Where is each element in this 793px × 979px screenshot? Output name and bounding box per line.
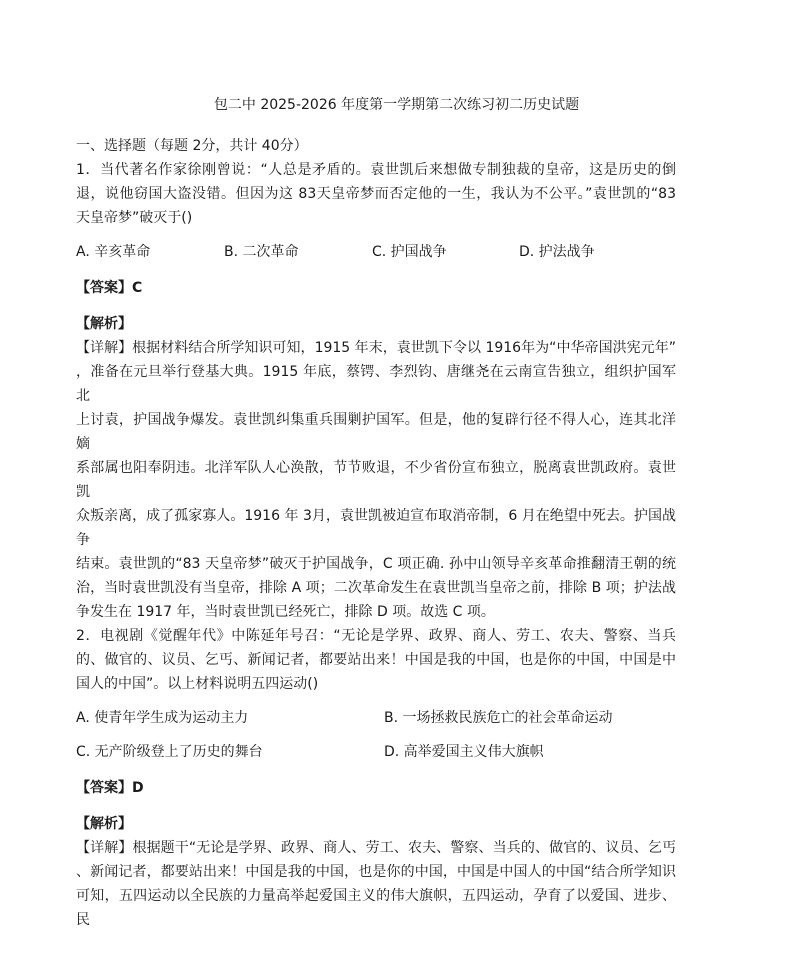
detail-line: 可知，五四运动以全民族的力量高举起爱国主义的伟大旗帜，五四运动，孕育了以爱国、进步、民 (76, 888, 676, 928)
option-a: A. 辛亥革命 (76, 244, 151, 260)
detail-line: 【详解】根据题干“无论是学界、政界、商人、劳工、农夫、警察、当兵的、做官的、议员、乞丐 (76, 840, 676, 856)
detail-line: 治，当时袁世凯没有当皇帝，排除 A 项；二次革命发生在袁世凯当皇帝之前，排除 B 项；护法战 (76, 580, 676, 596)
option-d: D. 护法战争 (519, 244, 595, 260)
question-1 (76, 158, 676, 624)
detail-line: 系部属也阳奉阴违。北洋军队人心涣散，节节败退，不少省份宣布独立，脱离袁世凯政府。袁世凯 (76, 460, 676, 500)
section-header: 一、选择题（每题 2分，共计 40分） (76, 138, 308, 154)
exam-content (76, 134, 676, 932)
detail-line: 结束。袁世凯的“83 天皇帝梦”破灭于护国战争，C 项正确. 孙中山领导辛亥革命推翻清王朝的统 (76, 556, 676, 572)
exam-title: 包二中 2025-2026 年度第一学期第二次练习初二历史试题 (213, 97, 580, 113)
question-stem-line: 1．当代著名作家徐刚曾说：“人总是矛盾的。袁世凯后来想做专制独裁的皇帝，这是历史的倒 (76, 162, 676, 178)
detail-line: 【详解】根据材料结合所学知识可知，1915 年末，袁世凯下令以 1916年为“中华帝国洪宪元年” (76, 340, 676, 356)
option-c: C. 无产阶级登上了历史的舞台 (76, 744, 263, 760)
answer-label: 【答案】D (76, 780, 144, 796)
option-c: C. 护国战争 (372, 244, 447, 260)
question-stem-line: 国人的中国”。以上材料说明五四运动() (76, 676, 319, 692)
option-b: B. 二次革命 (224, 244, 299, 260)
analysis-label: 【解析】 (76, 316, 132, 332)
analysis-label: 【解析】 (76, 816, 132, 832)
option-a: A. 使青年学生成为运动主力 (76, 710, 249, 726)
detail-line: 、新闻记者，都要站出来！中国是我的中国，也是你的中国，中国是中国人的中国“结合所学知识 (76, 864, 676, 880)
question-options (76, 240, 676, 264)
option-b: B. 一场拯救民族危亡的社会革命运动 (384, 710, 613, 726)
detail-line: ，准备在元旦举行登基大典。1915 年底，蔡锷、李烈钧、唐继尧在云南宣告独立，组织护国军北 (76, 364, 676, 404)
detail-line: 众叛亲离，成了孤家寡人。1916 年 3月，袁世凯被迫宣布取消帝制，6 月在绝望中死去。护国战争 (76, 508, 676, 548)
option-d: D. 高举爱国主义伟大旗帜 (384, 744, 544, 760)
question-2 (76, 624, 676, 932)
question-stem-line: 2．电视剧《觉醒年代》中陈延年号召：“无论是学界、政界、商人、劳工、农夫、警察、当兵 (76, 628, 676, 644)
question-options (76, 740, 676, 764)
question-stem-line: 天皇帝梦”破灭于() (76, 210, 193, 226)
question-stem-line: 退，说他窃国大盗没错。但因为这 83天皇帝梦而否定他的一生，我认为不公平。”袁世凯的“83 (76, 186, 676, 202)
question-stem-line: 的、做官的、议员、乞丐、新闻记者，都要站出来！中国是我的中国，也是你的中国，中国是中 (76, 652, 676, 668)
detail-line: 争发生在 1917 年，当时袁世凯已经死亡，排除 D 项。故选 C 项。 (76, 604, 495, 620)
answer-label: 【答案】C (76, 280, 143, 296)
question-options (76, 706, 676, 730)
detail-line: 上讨袁，护国战争爆发。袁世凯纠集重兵围剿护国军。但是，他的复辟行径不得人心，连其北洋嫡 (76, 412, 676, 452)
